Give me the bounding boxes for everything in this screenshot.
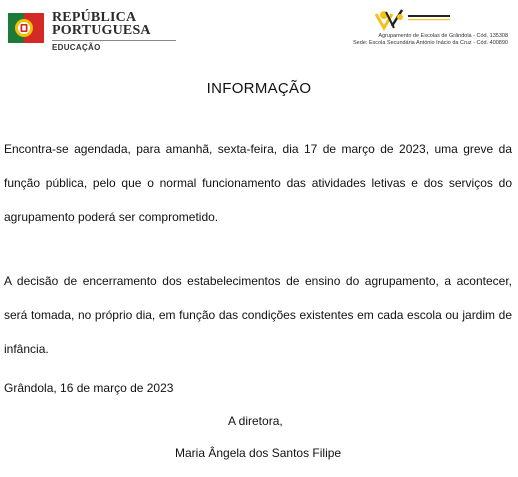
gov-department: EDUCAÇÃO (52, 43, 101, 52)
signoff: A diretora, (228, 414, 283, 428)
agrupamento-line2: Sede: Escola Secundária António Inácio da Cruz - Cód. 400890 (352, 40, 508, 46)
gov-name (52, 11, 151, 37)
gov-divider (52, 40, 176, 41)
signatory-name: Maria Ângela dos Santos Filipe (175, 446, 342, 460)
agrupamento-info (353, 33, 508, 47)
agrupamento-logo-icon (372, 8, 492, 34)
paragraph-closure-decision: A decisão de encerramento dos estabelecimentos de ensino do agrupamento, a acontecer, será tomada, no próprio dia, em função das condições existentes em cada escola ou jardim de infância. (4, 274, 512, 356)
place-and-date: Grândola, 16 de março de 2023 (4, 381, 174, 395)
document-title: INFORMAÇÃO (206, 80, 312, 97)
agrupamento-line1: Agrupamento de Escolas de Grândola - Cód. 135308 (378, 33, 508, 39)
gov-name-line2: PORTUGUESA (52, 23, 151, 38)
paragraph-strike-notice: Encontra-se agendada, para amanhã, sexta-feira, dia 17 de março de 2023, uma greve da função pública, pelo que o normal funcionamento das atividades letivas e dos serviços do agrupamento poderá ser comprometido. (4, 142, 512, 224)
document-header (0, 0, 518, 60)
gov-name-line1: REPÚBLICA (52, 10, 137, 25)
portuguese-republic-emblem-icon (6, 9, 46, 49)
